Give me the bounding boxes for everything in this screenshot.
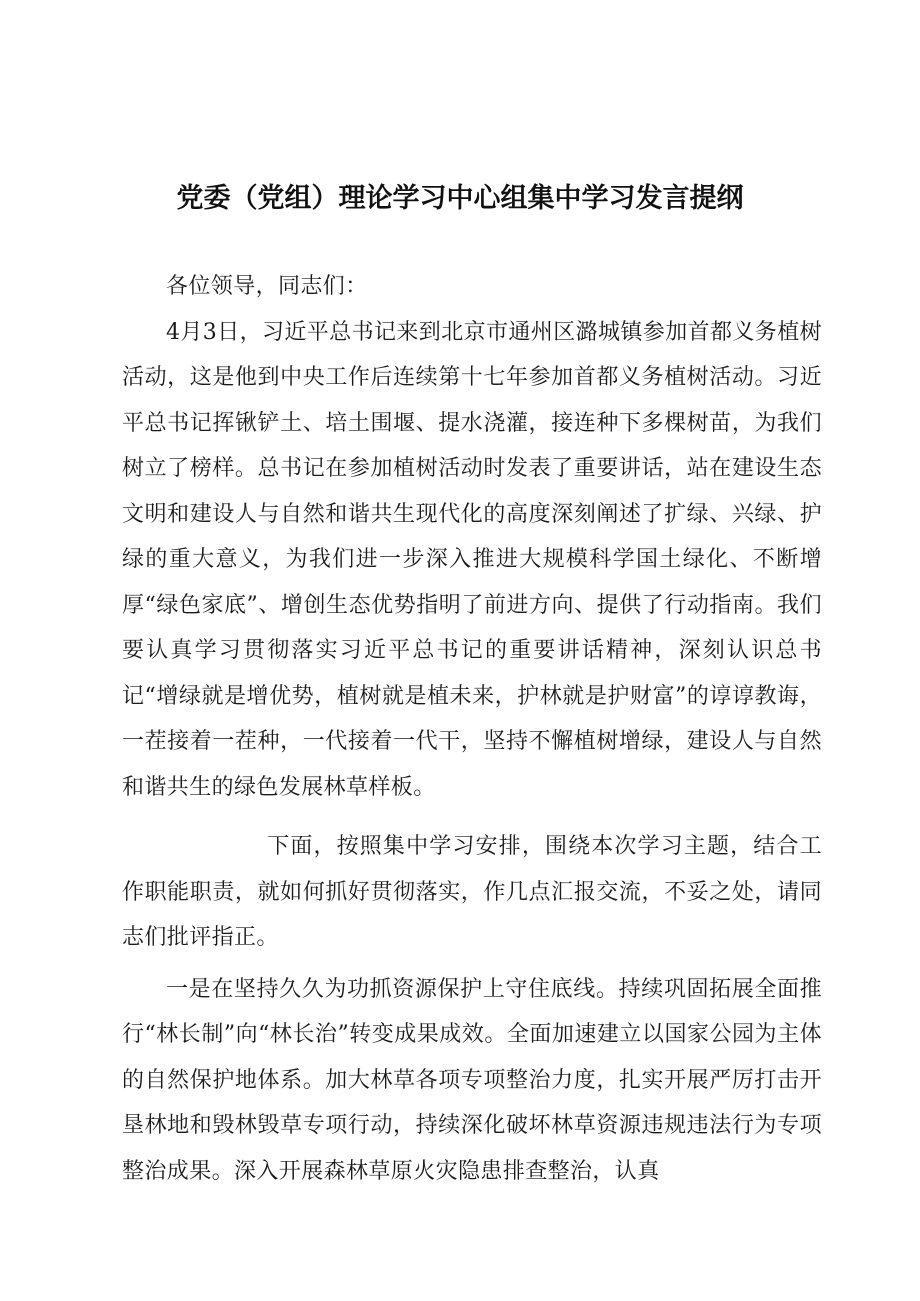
document-title: 党委（党组）理论学习中心组集中学习发言提纲 [176, 183, 744, 214]
paragraph-3: 一是在坚持久久为功抓资源保护上守住底线。持续巩固拓展全面推行“林长制”向“林长治”转变成果成效。全面加速建立以国家公园为主体的自然保护地体系。加大林草各项专项整治力度，扎实开展严厉打击开垦林地和毁林毁草专项行动，持续深化破坏林草资源违规违法行为专项整治成果。深入开展森林草原火灾隐患排查整治，认真 [122, 976, 822, 1184]
greeting-line: 各位领导，同志们： [166, 274, 368, 299]
paragraph-1: 4月3日，习近平总书记来到北京市通州区潞城镇参加首都义务植树活动，这是他到中央工作后连续第十七年参加首都义务植树活动。习近平总书记挥锹铲土、培土围堰、提水浇灌，接连种下多棵树苗，为我们树立了榜样。总书记在参加植树活动时发表了重要讲话，站在建设生态文明和建设人与自然和谐共生现代化的高度深刻阐述了扩绿、兴绿、护绿的重大意义，为我们进一步深入推进大规模科学国土绿化、不断增厚“绿色家底”、增创生态优势指明了前进方向、提供了行动指南。我们要认真学习贯彻落实习近平总书记的重要讲话精神，深刻认识总书记“增绿就是增优势，植树就是植未来，护林就是护财富”的谆谆教诲，一茬接着一茬种，一代接着一代干，坚持不懈植树增绿，建设人与自然和谐共生的绿色发展林草样板。 [122, 319, 822, 800]
paragraph-2: 下面，按照集中学习安排，围绕本次学习主题，结合工作职能职责，就如何抓好贯彻落实，作几点汇报交流，不妥之处，请同志们批评指正。 [122, 834, 822, 950]
document-body [122, 264, 822, 1194]
